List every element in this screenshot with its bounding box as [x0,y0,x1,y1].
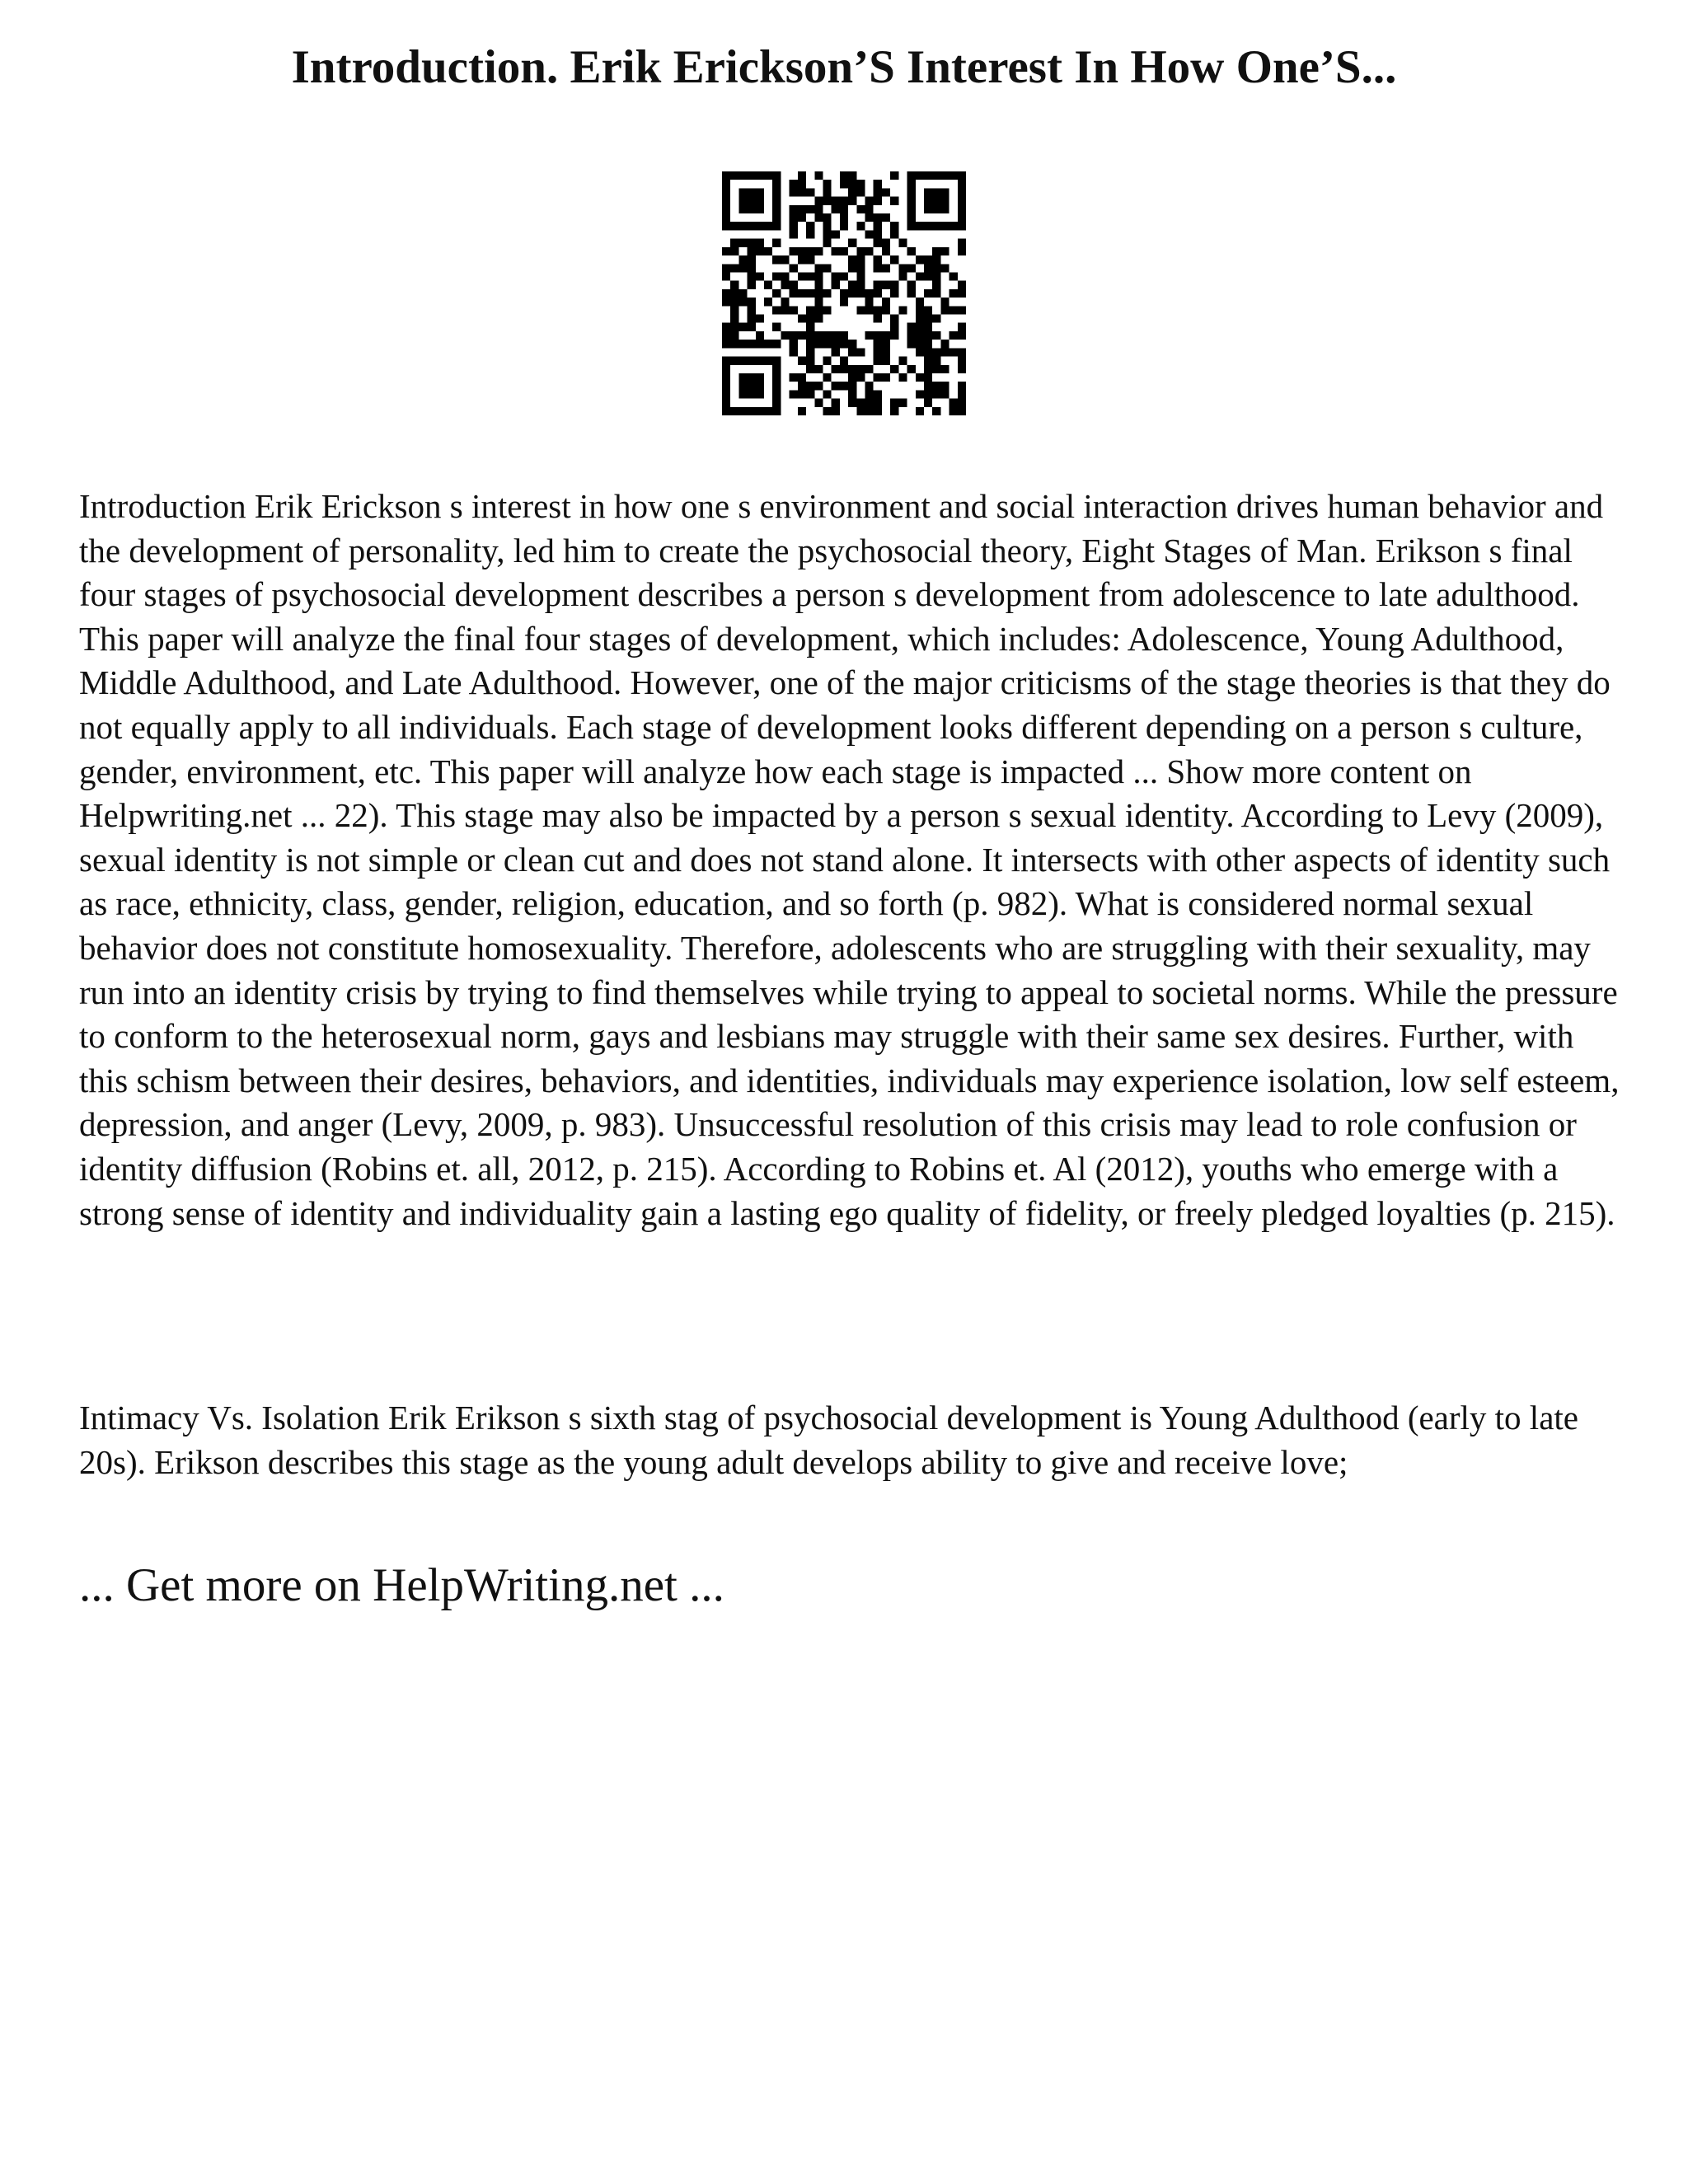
get-more-link[interactable]: ... Get more on HelpWriting.net ... [79,1559,724,1611]
body-paragraph: Introduction Erik Erickson s interest in how one s environment and social interaction drives human behavior and the development of personality, led him to create the psychosocial theory, Eight Stages of Man. Erikson s final four stages of psychosocial development describes a person s development from adolescence to late adulthood. This paper will analyze the final four stages of development, which includes: Adolescence, Young Adulthood, Middle Adulthood, and Late Adulthood. However, one of the major criticisms of the stage theories is that they do not equally apply to all individuals. Each stage of development looks different depending on a person s culture, gender, environment, etc. This paper will analyze how each stage is impacted ... Show more content on Helpwriting.net ... 22). This stage may also be impacted by a person s sexual identity. According to Levy (2009), sexual identity is not simple or clean cut and does not stand alone. It intersects with other aspects of identity such as race, ethnicity, class, gender, religion, education, and so forth (p. 982). What is considered normal sexual behavior does not constitute homosexuality. Therefore, adolescents who are struggling with their sexuality, may run into an identity crisis by trying to find themselves while trying to appeal to societal norms. While the pressure to conform to the heterosexual norm, gays and lesbians may struggle with their same sex desires. Further, with this schism between their desires, behaviors, and identities, individuals may experience isolation, low self esteem, depression, and anger (Levy, 2009, p. 983). Unsuccessful resolution of this crisis may lead to role confusion or identity diffusion (Robins et. all, 2012, p. 215). According to Robins et. Al (2012), youths who emerge with a strong sense of identity and individuality gain a lasting ego quality of fidelity, or freely pledged loyalties (p. 215). [79,487,1620,1232]
qr-code-icon [722,171,966,415]
body-paragraph: Intimacy Vs. Isolation Erik Erikson s sixth stag of psychosocial development is Young Adulthood (early to late 20s). Erikson describes this stage as the young adult develops ability to give and receive love; [79,1399,1578,1481]
document-title: Introduction. Erik Erickson’S Interest In How One’S... [291,41,1397,93]
